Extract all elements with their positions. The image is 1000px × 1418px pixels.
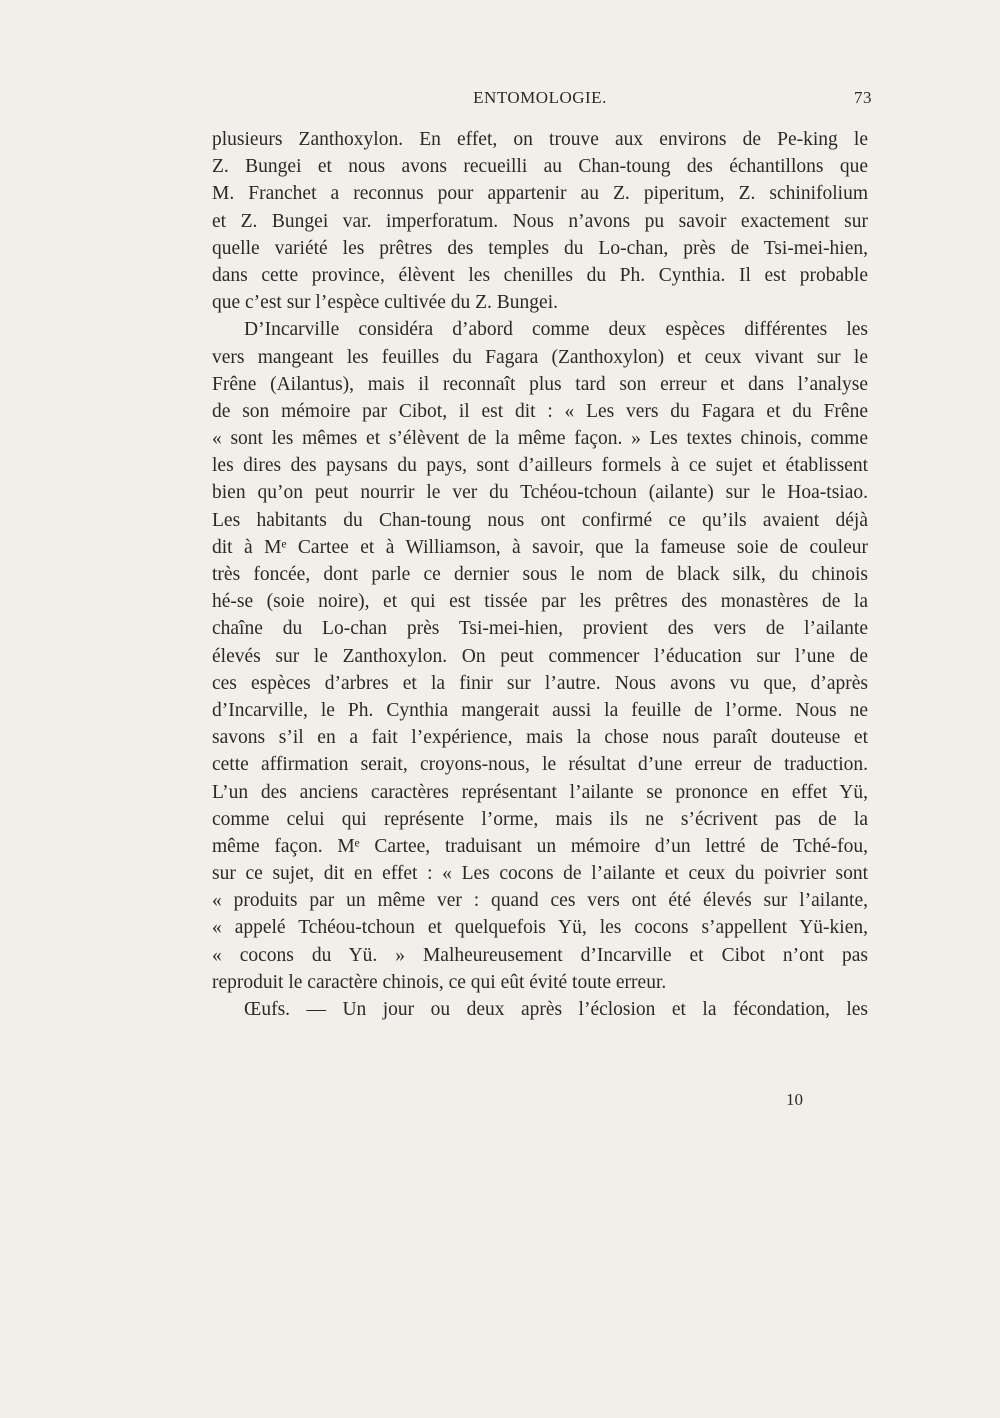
text-line: L’un des anciens caractères représentant l’ailante se prononce en effet Yü, [212,781,868,803]
text-line: d’Incarville, le Ph. Cynthia mangerait aussi la feuille de l’orme. Nous ne [212,699,868,721]
text-line: bien qu’on peut nourrir le ver du Tchéou-tchoun (ailante) sur le Hoa-tsiao. [212,482,868,504]
text-line: très foncée, dont parle ce dernier sous le nom de black silk, du chinois [212,564,868,585]
text-line: savons s’il en a fait l’expérience, mais la chose nous paraît douteuse et [212,727,868,749]
text-line: « appelé Tchéou-tchoun et quelquefois Yü, les cocons s’appellent Yü-kien, [212,917,868,939]
text-line: Œufs. — Un jour ou deux après l’éclosion et la fécondation, les [244,999,868,1020]
running-title: ENTOMOLOGIE. [473,88,607,107]
text-line: Les habitants du Chan-toung nous ont confirmé ce qu’ils avaient déjà [212,509,868,531]
text-line: chaîne du Lo-chan près Tsi-mei-hien, provient des vers de l’ailante [212,618,868,640]
body-text [212,126,868,1023]
text-line: cette affirmation serait, croyons-nous, le résultat d’une erreur de traduction. [212,754,868,776]
text-line: vers mangeant les feuilles du Fagara (Zanthoxylon) et ceux vivant sur le [212,346,868,368]
signature-mark: 10 [786,1090,803,1109]
text-line: de son mémoire par Cibot, il est dit : « Les vers du Fagara et du Frêne [212,400,868,422]
text-line: reproduit le caractère chinois, ce qui eût évité toute erreur. [212,971,667,993]
text-line: comme celui qui représente l’orme, mais ils ne s’écrivent pas de la [212,808,868,830]
page-number: 73 [854,88,872,107]
text-line: même façon. Mᵉ Cartee, traduisant un mémoire d’un lettré de Tché-fou, [212,835,868,857]
text-line: « cocons du Yü. » Malheureusement d’Incarville et Cibot n’ont pas [212,944,868,966]
text-line: Z. Bungei et nous avons recueilli au Chan-toung des échantillons que [212,156,868,178]
text-line: quelle variété les prêtres des temples du Lo-chan, près de Tsi-mei-hien, [212,237,868,259]
text-line: D’Incarville considéra d’abord comme deux espèces différentes les [244,319,868,341]
text-line: plusieurs Zanthoxylon. En effet, on trouve aux environs de Pe-king le [212,129,868,150]
page-header [212,88,872,112]
text-line: Frêne (Ailantus), mais il reconnaît plus tard son erreur et dans l’analyse [212,373,868,395]
text-line: dans cette province, élèvent les chenilles du Ph. Cynthia. Il est probable [212,264,868,286]
text-line: hé-se (soie noire), et qui est tissée par les prêtres des monastères de la [212,591,868,613]
text-line: M. Franchet a reconnus pour appartenir au Z. piperitum, Z. schinifolium [212,183,868,205]
text-line: et Z. Bungei var. imperforatum. Nous n’avons pu savoir exactement sur [212,210,868,232]
text-line: les dires des paysans du pays, sont d’ailleurs formels à ce sujet et établissent [212,455,868,477]
text-line: ces espèces d’arbres et la finir sur l’autre. Nous avons vu que, d’après [212,672,868,694]
text-line: que c’est sur l’espèce cultivée du Z. Bungei. [212,292,559,314]
text-line: « sont les mêmes et s’élèvent de la même façon. » Les textes chinois, comme [212,428,868,450]
text-line: dit à Mᵉ Cartee et à Williamson, à savoir, que la fameuse soie de couleur [212,536,868,558]
text-line: sur ce sujet, dit en effet : « Les cocons de l’ailante et ceux du poivrier sont [212,863,868,885]
text-line: élevés sur le Zanthoxylon. On peut commencer l’éducation sur l’une de [212,645,868,667]
text-line: « produits par un même ver : quand ces vers ont été élevés sur l’ailante, [212,890,868,912]
